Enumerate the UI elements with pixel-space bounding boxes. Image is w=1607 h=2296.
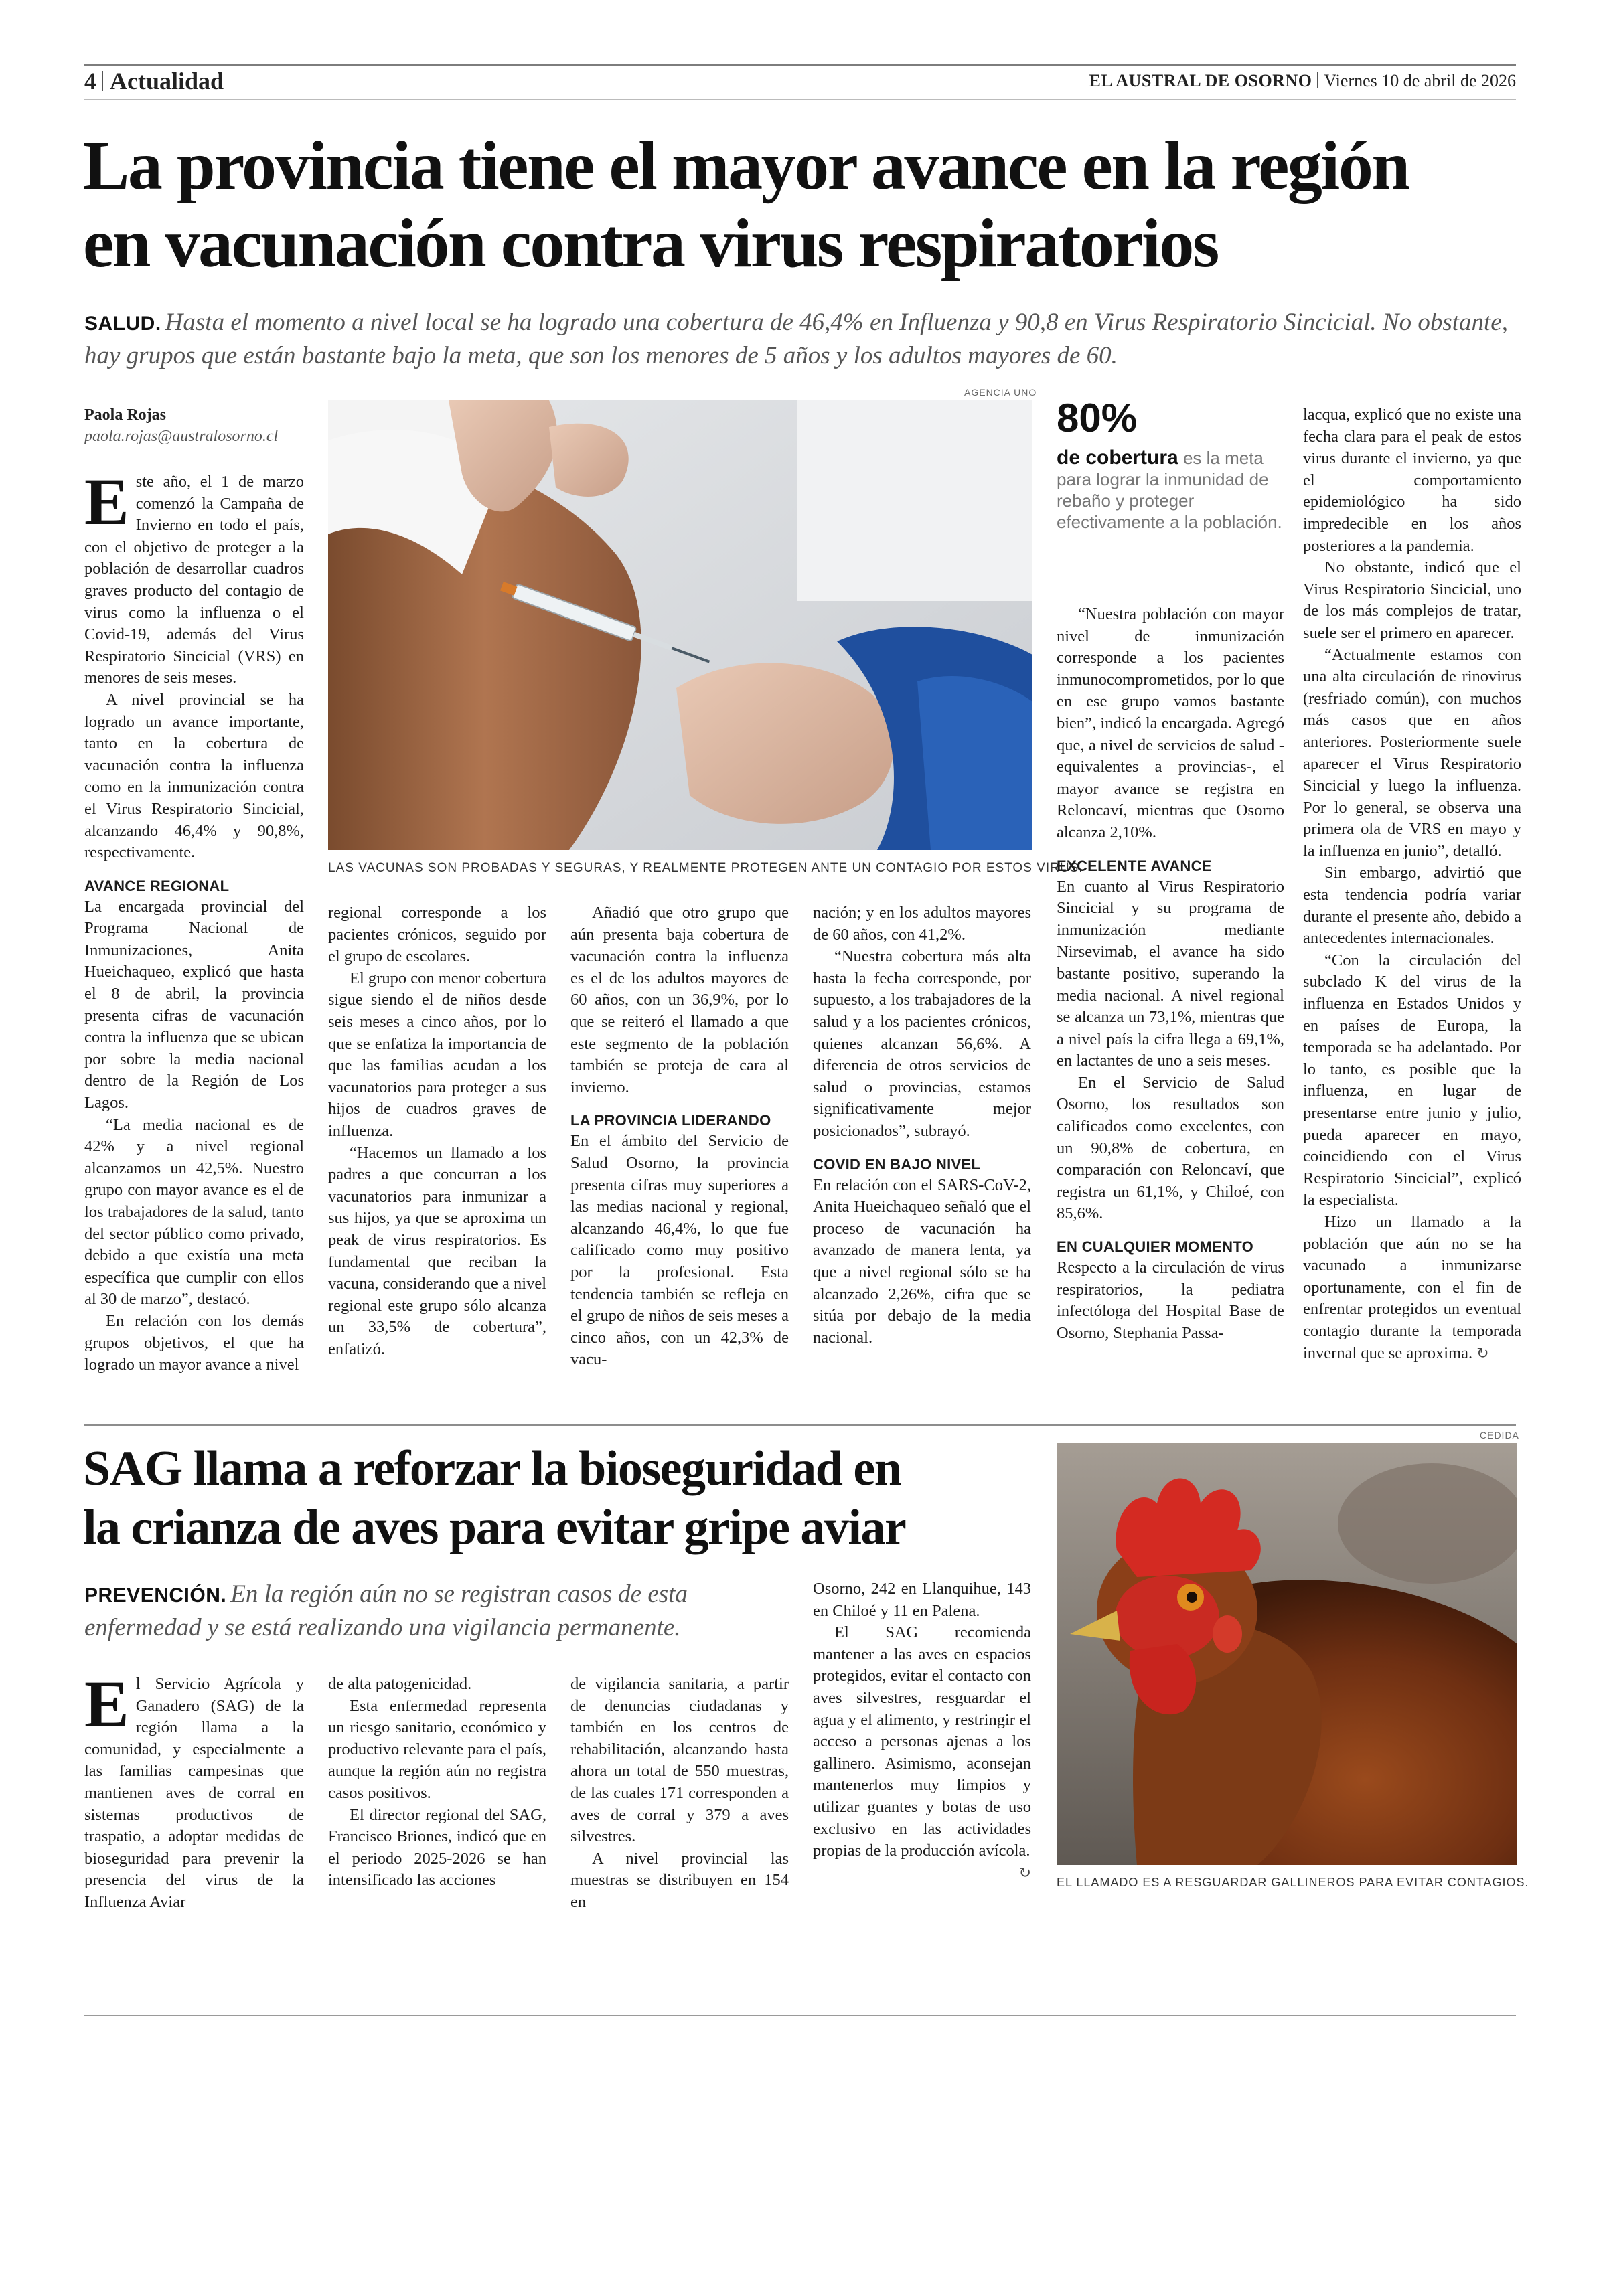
end-mark-icon: ↻ — [1476, 1345, 1489, 1362]
paragraph: En cuanto al Virus Respiratorio Sincicial y su programa de inmunización mediante Nirsevimab, el avance ha sido bastante positivo, superando la media nacional. A nivel regional se alcanza un 73,1%, mientras que a nivel país la cifra llega a 69,1%, en lactantes de uno a seis meses. — [1057, 877, 1284, 1070]
article2-headline — [83, 1439, 1020, 1557]
subhead-provincia-liderando: LA PROVINCIA LIDERANDO — [570, 1112, 771, 1129]
paragraph: No obstante, indicó que el Virus Respiratorio Sincicial, uno de los más complejos de tratar, suele ser el primero en aparecer. — [1303, 558, 1521, 642]
pull-bold: de cobertura — [1057, 446, 1178, 469]
paragraph: La encargada provincial del Programa Nacional de Inmunizaciones, Anita Hueichaqueo, explicó que hasta el 8 de abril, la provincia presenta cifras de vacunación contra la influenza que se ubican por sobre la media nacional dentro de la Región de Los Lagos. — [84, 897, 304, 1113]
article1-kicker: SALUD. — [84, 313, 161, 335]
paragraph: El SAG recomienda mantener a las aves en espacios protegidos, evitar el contacto con aves silvestres, resguardar el agua y el alimento, y restringir el acceso a personas ajenas a los gallinero. Asimismo, aconsejan mantenerlos muy limpios y utilizar guantes y botas de uso exclusivo en las actividades propias de la producción avícola. — [813, 1623, 1031, 1860]
paragraph: regional corresponde a los pacientes crónicos, seguido por el grupo de escolares. — [328, 904, 546, 966]
pull-body: es la meta para lograr la inmunidad de rebaño y proteger efectivamente a la población. — [1057, 448, 1282, 532]
article2-kicker: PREVENCIÓN. — [84, 1584, 227, 1607]
paragraph: “Actualmente estamos con una alta circulación de rinovirus (resfriado común), con muchos más casos que en años anteriores. Posteriormente suele aparecer el Virus Respiratorio Sincicial y luego la influenza. Por lo general, se observa una primera ola de VRS en mayo y la influenza en junio”, detalló. — [1303, 645, 1521, 860]
photo2-credit: CEDIDA — [1480, 1430, 1519, 1441]
paragraph: En relación con los demás grupos objetivos, el que ha logrado un mayor avance a nivel — [84, 1311, 304, 1374]
article1-headline — [83, 127, 1529, 282]
headline-line-1: La provincia tiene el mayor avance en la región — [83, 127, 1409, 204]
header-separator — [1317, 72, 1318, 88]
paragraph: A nivel provincial las muestras se distribuyen en 154 en — [570, 1849, 789, 1911]
header-top-rule — [84, 64, 1516, 66]
article2-deck-text: En la región aún no se registran casos de esta enfermedad y se está realizando una vigilancia permanente. — [84, 1580, 688, 1641]
header-separator — [102, 71, 103, 91]
publication-info — [1089, 71, 1516, 91]
article2-column-2 — [328, 1673, 546, 1892]
headline-line-2: la crianza de aves para evitar gripe aviar — [83, 1500, 906, 1555]
headline-line-1: SAG llama a reforzar la bioseguridad en — [83, 1441, 901, 1496]
paragraph: Sin embargo, advirtió que esta tendencia podría variar durante el presente año, debido a antecedentes internacionales. — [1303, 864, 1521, 948]
paragraph: de vigilancia sanitaria, a partir de denuncias ciudadanas y también en los centros de rehabilitación, alcanzando hasta ahora un total de 550 muestras, de las cuales 171 corresponden a aves de corral y 379 a aves silvestres. — [570, 1675, 789, 1846]
article1-deck — [84, 307, 1517, 372]
paragraph: “Nuestra cobertura más alta hasta la fecha corresponde, por supuesto, a los trabajadores de la salud y a los pacientes crónicos, quienes alcanzan 56,6%. A diferencia de otros servicios de salud o provincias, estamos significativamente mejor posicionados”, subrayó. — [813, 947, 1031, 1140]
paragraph: “Nuestra población con mayor nivel de inmunización corresponde a los pacientes inmunocomprometidos, por lo que en ese grupo vamos bastante bien”, indicó la encargada. Agregó que, a nivel de servicios de salud -equivalentes a provincias-, el mayor avance se registra en Reloncaví, mientras que Osorno alcanza 2,10%. — [1057, 605, 1284, 841]
paragraph: “Hacemos un llamado a los padres a que concurran a los vacunatorios para inmunizar a sus hijos, ya que se aproxima un peak de virus respiratorios. Es fundamental que reciban la vacuna, considerando que a nivel regional este grupo sólo alcanza un 33,5% de cobertura”, enfatizó. — [328, 1143, 546, 1358]
subhead-cualquier-momento: EN CUALQUIER MOMENTO — [1057, 1238, 1254, 1256]
paragraph: Osorno, 242 en Llanquihue, 143 en Chiloé y 11 en Palena. — [813, 1580, 1031, 1620]
author-name: Paola Rojas — [84, 406, 166, 424]
paragraph: A nivel provincial se ha logrado un avance importante, tanto en la cobertura de vacunación contra la influenza como en la inmunización contra el Virus Respiratorio Sincicial, alcanzando 46,4% y 90,8%, respectivamente. — [84, 690, 304, 862]
headline-line-2: en vacunación contra virus respiratorios — [83, 205, 1218, 282]
vaccination-photo — [328, 400, 1032, 850]
article1-column-5 — [1057, 604, 1284, 1344]
byline — [84, 404, 278, 447]
article2-column-1 — [84, 1667, 304, 1914]
article1-column-3 — [570, 902, 789, 1371]
subhead-covid-bajo-nivel: COVID EN BAJO NIVEL — [813, 1155, 981, 1173]
section-name: Actualidad — [110, 68, 224, 94]
paragraph: ste año, el 1 de marzo comenzó la Campaña de Invierno en todo el país, con el objetivo de proteger a la población de desarrollar cuadros graves producto del contagio de virus como la influenza o el Covid-19, además del Virus Respiratorio Sincicial (VRS) en menores de seis meses. — [84, 473, 304, 687]
article1-column-6 — [1303, 404, 1521, 1365]
paragraph: Hizo un llamado a la población que aún no se ha vacunado a inmunizarse oportunamente, con el fin de enfrentar protegidos un eventual contagio durante la temporada invernal que se aproxima. — [1303, 1212, 1521, 1362]
article1-column-1 — [84, 465, 304, 1376]
vaccination-illustration — [328, 400, 1032, 850]
hen-illustration — [1057, 1443, 1517, 1865]
article2-deck — [84, 1578, 794, 1644]
header-bottom-rule — [84, 99, 1516, 100]
photo1-credit: AGENCIA UNO — [964, 387, 1037, 398]
paragraph: El grupo con menor cobertura sigue siendo el de niños desde seis meses a cinco años, por lo que se enfatiza la importancia de que las familias acudan a los vacunatorios para proteger a sus hijos de cuadros graves de influenza. — [328, 969, 546, 1140]
paragraph: En el ámbito del Servicio de Salud Osorno, la provincia presenta cifras muy superiores a las medias nacional y regional, alcanzando 46,4%, lo que fue calificado como muy positivo por la profesional. Esta tendencia también se refleja en el grupo de niños de seis meses a cinco años, con un 42,3% de vacu- — [570, 1132, 789, 1369]
article2-column-3 — [570, 1673, 789, 1914]
paragraph: nación; y en los adultos mayores de 60 años, con 41,2%. — [813, 904, 1031, 944]
photo2-caption: EL LLAMADO ES A RESGUARDAR GALLINEROS PARA EVITAR CONTAGIOS. — [1057, 1876, 1529, 1889]
dropcap: E — [84, 1667, 129, 1741]
article2-column-4 — [813, 1578, 1031, 1884]
hen-photo — [1057, 1443, 1517, 1865]
article1-deck-text: Hasta el momento a nivel local se ha logrado una cobertura de 46,4% en Influenza y 90,8 en Virus Respiratorio Sincicial. No obstante, hay grupos que están bastante bajo la meta, que son los menores de 5 años y los adultos mayores de 60. — [84, 309, 1508, 370]
dropcap: E — [84, 465, 129, 539]
paragraph: de alta patogenicidad. — [328, 1675, 472, 1693]
author-email[interactable]: paola.rojas@australosorno.cl — [84, 428, 279, 445]
publication-date: Viernes 10 de abril de 2026 — [1324, 71, 1516, 90]
end-mark-icon: ↻ — [1018, 1864, 1031, 1882]
pull-number: 80% — [1057, 396, 1138, 440]
paragraph: l Servicio Agrícola y Ganadero (SAG) de la región llama a la comunidad, y especialmente a las familias campesinas que mantienen aves de corral en sistemas productivos de traspatio, a adoptar medidas de bioseguridad para prevenir la presencia del virus de la Influenza Aviar — [84, 1675, 304, 1911]
article1-column-2 — [328, 902, 546, 1360]
paragraph: Añadió que otro grupo que aún presenta baja cobertura de vacunación contra la influenza es el de los adultos mayores de 60 años, con un 36,9%, por lo que se reiteró el llamado a que este segmento de la población también se proteja de cara al invierno. — [570, 904, 789, 1096]
paragraph: “La media nacional es de 42% y a nivel regional alcanzamos un 42,5%. Nuestro grupo con mayor avance es el de los trabajadores de la salud, tanto del sector público como privado, debido a que existía una meta específica que cumplir con ellos al 30 de marzo”, destacó. — [84, 1115, 304, 1309]
page-number: 4 — [84, 68, 96, 94]
pull-text — [1057, 447, 1284, 533]
paragraph: lacqua, explicó que no existe una fecha clara para el peak de estos virus durante el invierno, ya que el comportamiento epidemiológico ha sido impredecible en los años posteriores a la pandemia. — [1303, 406, 1521, 555]
page-section-label — [84, 67, 224, 95]
subhead-excelente-avance: EXCELENTE AVANCE — [1057, 857, 1212, 874]
paragraph: Esta enfermedad representa un riesgo sanitario, económico y productivo relevante para el país, aunque la región aún no registra casos positivos. — [328, 1696, 546, 1802]
photo1-caption: LAS VACUNAS SON PROBADAS Y SEGURAS, Y REALMENTE PROTEGEN ANTE UN CONTAGIO POR ESTOS VIRUS. — [328, 861, 1083, 875]
paragraph: Respecto a la circulación de virus respiratorios, la pediatra infectóloga del Hospital Base de Osorno, Stephania Passa- — [1057, 1258, 1284, 1342]
paragraph: En el Servicio de Salud Osorno, los resultados son calificados como excelentes, con un 90,8% de cobertura, en comparación con Reloncaví, que registra un 61,1%, y Chiloé, con 85,6%. — [1057, 1073, 1284, 1223]
page-bottom-rule — [84, 2015, 1516, 2016]
paragraph: En relación con el SARS-CoV-2, Anita Hueichaqueo señaló que el proceso de vacunación ha avanzado de manera lenta, ya que a nivel regional sólo se ha alcanzado 2,26%, cifra que se sitúa por debajo de la media nacional. — [813, 1175, 1031, 1347]
article1-column-4 — [813, 902, 1031, 1349]
article-divider — [84, 1424, 1516, 1426]
subhead-avance-regional: AVANCE REGIONAL — [84, 877, 230, 894]
paragraph: El director regional del SAG, Francisco Briones, indicó que en el periodo 2025-2026 se han intensificado las acciones — [328, 1805, 546, 1890]
publication-name: EL AUSTRAL DE OSORNO — [1089, 71, 1312, 90]
paragraph: “Con la circulación del subclado K del virus de la influenza en Estados Unidos y en países de Europa, la temporada se ha adelantado. Por lo tanto, es posible que la influenza, en lugar de presentarse entre junio y julio, pueda aparecer en mayo, coincidiendo con el Virus Respiratorio Sincicial”, explicó la especialista. — [1303, 951, 1521, 1210]
